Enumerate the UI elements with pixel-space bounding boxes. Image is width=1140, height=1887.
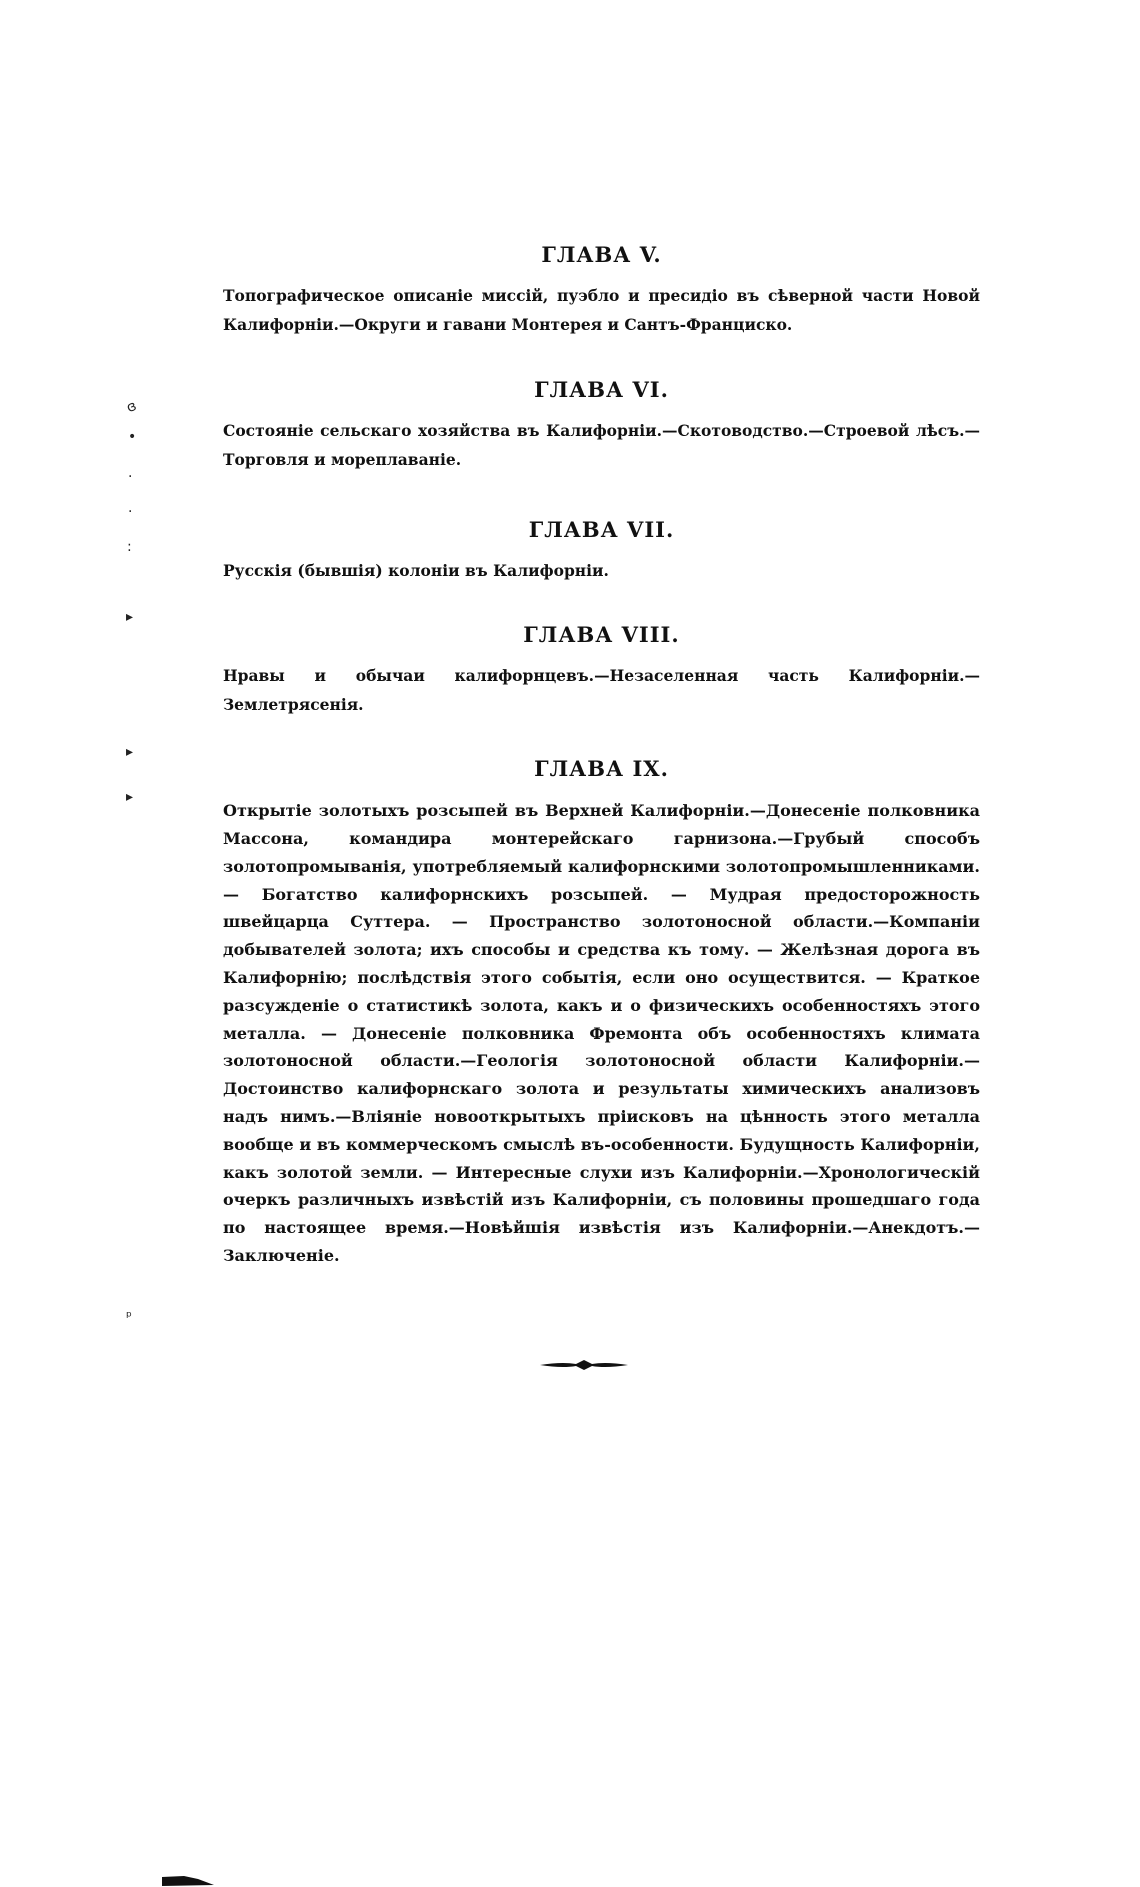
scan-artifact-icon: ▸ [126, 744, 134, 760]
chapter-heading: ГЛАВА VII. [528, 517, 675, 542]
chapter-6 [223, 377, 980, 474]
ornament-rule-icon [540, 1358, 628, 1372]
scan-artifact-icon: · [128, 469, 133, 485]
scan-artifact-icon: • [128, 429, 137, 445]
chapter-summary: Состояніе сельскаго хозяйства въ Калифорніи.—Скотоводство.—Строевой лѣсъ.—Торговля и мореплаваніе. [223, 421, 980, 470]
chapter-summary: Нравы и обычаи калифорнцевъ.—Незаселенная часть Калифорніи.—Землетрясенія. [223, 666, 980, 715]
chapter-summary: Открытіе золотыхъ розсыпей въ Верхней Калифорніи.—Донесеніе полковника Массона, командира монтерейскаго гарнизона.—Грубый способъ золотопромыванія, употребляемый калифорнскими золотопромышленниками. — Богатство калифорнскихъ розсыпей. — Мудрая предосторожность швейцарца Суттера. — Пространство золотоносной области.—Компаніи добывателей золота; ихъ способы и средства къ тому. — Желѣзная дорога въ Калифорнію; послѣдствія этого событія, если оно осуществится. — Краткое разсужденіе о статистикѣ золота, какъ и о физическихъ особенностяхъ этого металла. — Донесеніе полковника Фремонта объ особенностяхъ климата золотоносной области.—Геологія золотоносной области Калифорніи.—Достоинство калифорнскаго золота и результаты химическихъ анализовъ надъ нимъ.—Вліяніе новооткрытыхъ пріисковъ на цѣнность этого металла вообще и въ коммерческомъ смыслѣ въ-особенности. Будущность Калифорніи, какъ золотой земли. — Интересные слухи изъ Калифорніи.—Хронологическій очеркъ различныхъ извѣстій изъ Калифорніи, съ половины прошедшаго года по настоящее время.—Новѣйшія извѣстія изъ Калифорніи.—Анекдотъ.—Заключеніе. [223, 801, 980, 1265]
scan-artifact-icon: ɞ [124, 397, 139, 417]
chapter-9 [223, 756, 980, 1270]
chapter-heading: ГЛАВА IX. [534, 756, 669, 781]
scan-artifact-icon: ▸ [126, 609, 134, 625]
chapter-heading: ГЛАВА V. [541, 242, 662, 267]
chapter-8 [223, 622, 980, 719]
chapter-summary: Топографическое описаніе миссій, пуэбло и пресидіо въ сѣверной части Новой Калифорніи.—Округи и гавани Монтерея и Сантъ-Франциско. [223, 286, 980, 335]
chapter-heading: ГЛАВА VI. [534, 377, 669, 402]
chapter-5 [223, 242, 980, 339]
scan-artifact-icon: · [128, 504, 133, 520]
scan-artifact-icon: ᵖ [126, 1309, 132, 1325]
chapter-summary: Русскія (бывшія) колоніи въ Калифорніи. [223, 561, 609, 581]
chapter-7 [223, 517, 980, 585]
ink-blot-icon [162, 1873, 214, 1887]
scan-artifact-icon: : [127, 539, 132, 555]
chapter-heading: ГЛАВА VIII. [523, 622, 680, 647]
scan-artifact-icon: ▸ [126, 789, 134, 805]
